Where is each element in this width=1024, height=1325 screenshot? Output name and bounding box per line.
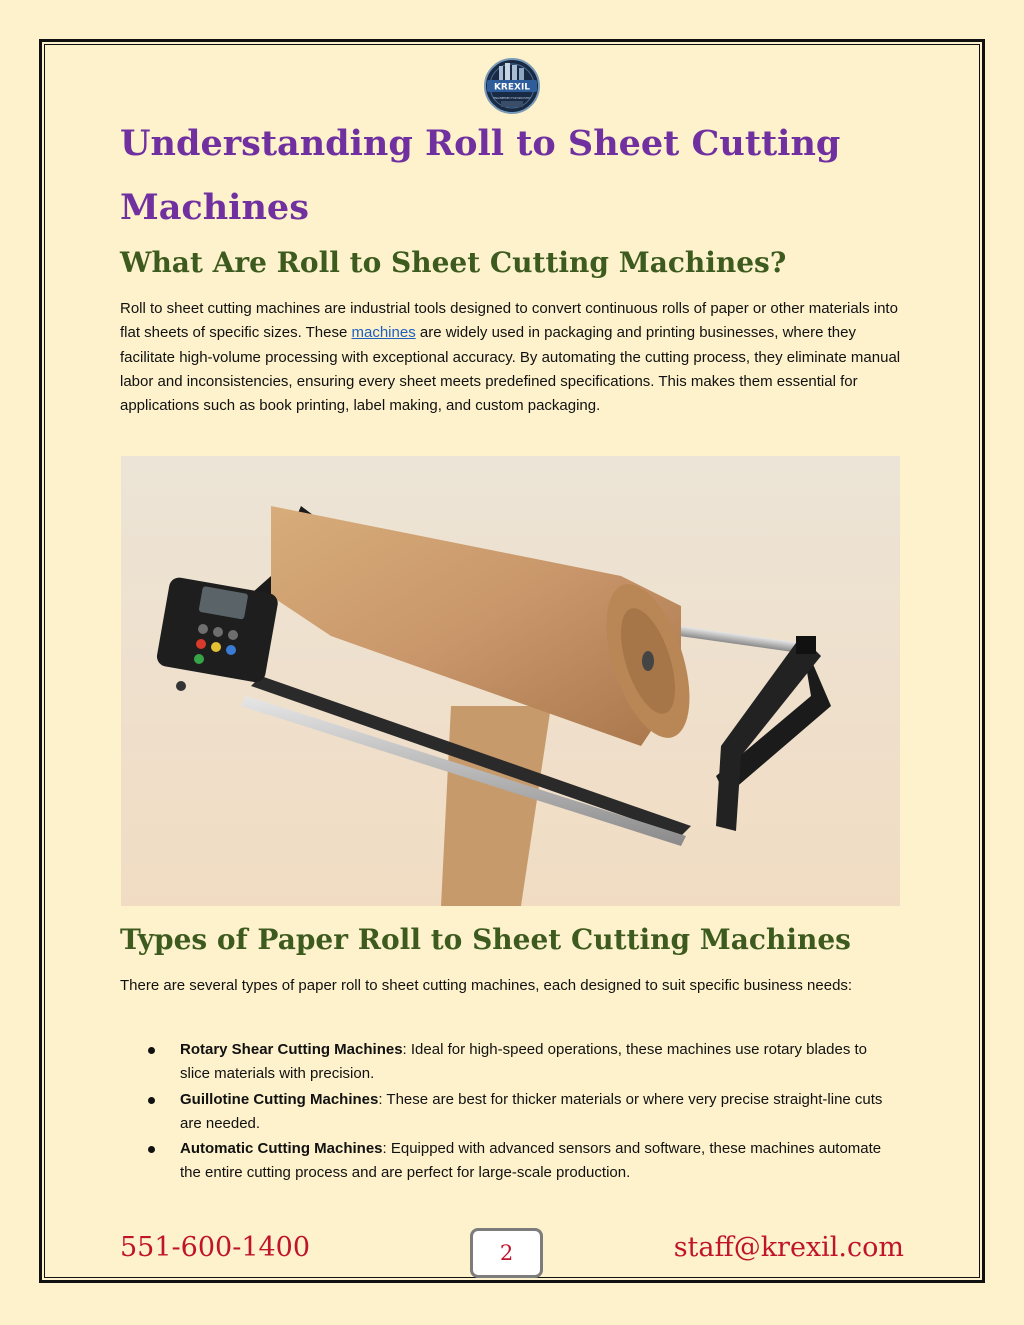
- footer-email: staff@krexil.com: [673, 1232, 904, 1263]
- page-number-badge: 2: [470, 1228, 543, 1278]
- logo-tagline: ENGINEERED FOR INDUSTRY: [493, 97, 531, 100]
- section1-paragraph: [120, 297, 910, 418]
- list-item-desc: : Equipped with advanced sensors and software, these machines automate the entire cutting process and are perfect for large-scale production.: [180, 1140, 882, 1182]
- list-item-term: Rotary Shear Cutting Machines: [180, 1041, 403, 1058]
- list-item-desc: : Ideal for high-speed operations, these machines use rotary blades to slice materials with precision.: [180, 1041, 867, 1083]
- para-text-end: are widely used in packaging and printing businesses, where they facilitate high-volume processing with exceptional accuracy. By automating the cutting process, they eliminate manual labor and inconsistencies, ensuring every sheet meets predefined specifications. This makes them essential for applications such as book printing, label making, and custom packaging.: [120, 324, 901, 415]
- footer-phone: 551-600-1400: [120, 1232, 311, 1263]
- section-heading-what-are: What Are Roll to Sheet Cutting Machines?: [120, 246, 787, 279]
- list-item: [140, 1038, 900, 1087]
- bullet-icon: [148, 1146, 155, 1153]
- bullet-icon: [148, 1047, 155, 1054]
- section2-intro: There are several types of paper roll to sheet cutting machines, each designed to suit specific business needs:: [120, 977, 853, 994]
- krexil-logo: [481, 58, 543, 114]
- list-item-term: Guillotine Cutting Machines: [180, 1090, 379, 1108]
- bullet-icon: [148, 1097, 155, 1104]
- list-item: [140, 1137, 900, 1186]
- machine-types-list: [140, 1038, 900, 1187]
- product-photo: [121, 456, 900, 906]
- list-item-desc: : These are best for thicker materials or where very precise straight-line cuts are needed.: [180, 1090, 883, 1132]
- list-item: [140, 1088, 900, 1137]
- para-text-start: Roll to sheet cutting machines are industrial tools designed to convert continuous rolls of paper or other materials into flat sheets of specific sizes. These: [120, 300, 898, 342]
- page-title: Understanding Roll to Sheet Cutting Machines: [120, 123, 841, 228]
- machines-link[interactable]: machines: [351, 324, 416, 342]
- list-item-term: Automatic Cutting Machines: [180, 1140, 383, 1158]
- section-heading-types: Types of Paper Roll to Sheet Cutting Machines: [120, 923, 851, 956]
- logo-wordmark: KREXIL: [493, 82, 531, 93]
